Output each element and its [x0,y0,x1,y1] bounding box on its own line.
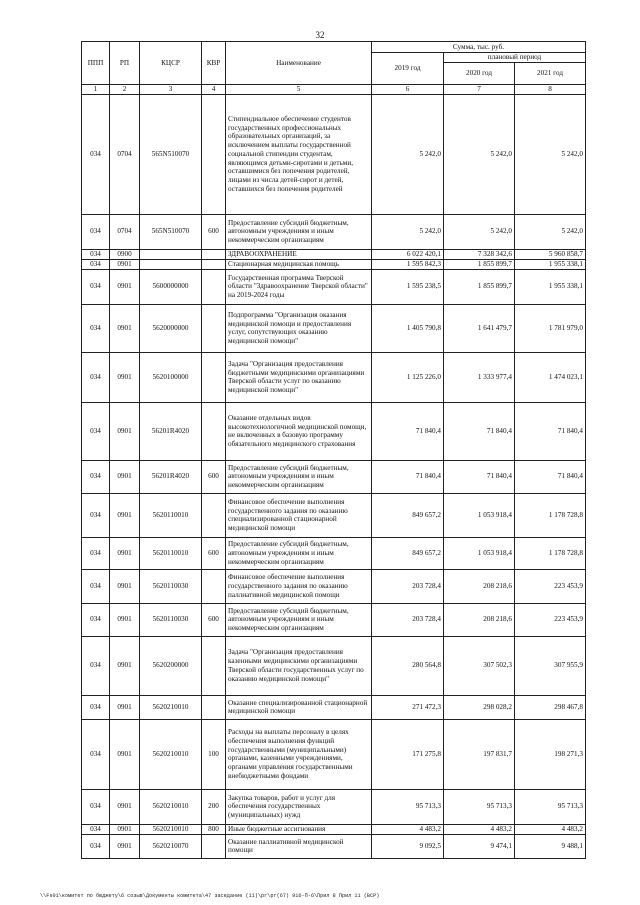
cell-2021: 1 955 338,1 [515,259,586,269]
cell-kvr [202,249,226,259]
table-row [82,569,586,603]
cell-kvr [202,352,226,402]
col-header-2020: 2020 год [444,63,515,85]
cell-2021: 71 840,4 [515,460,586,493]
col-number: 5 [226,85,372,95]
cell-rp: 0901 [110,352,140,402]
budget-table [81,41,586,859]
cell-kcsr [140,249,202,259]
cell-2019: 203 728,4 [372,569,444,603]
cell-ppp: 034 [82,269,110,304]
cell-kcsr: 5620110030 [140,603,202,636]
cell-rp: 0901 [110,460,140,493]
col-header-sum: Сумма, тыс. руб. [372,42,586,53]
cell-kcsr: 5620000000 [140,304,202,352]
cell-2021: 307 955,9 [515,636,586,695]
cell-2020: 95 713,3 [444,789,515,824]
cell-2020: 71 840,4 [444,460,515,493]
cell-rp: 0901 [110,493,140,537]
table-row [82,352,586,402]
cell-name: Финансовое обеспечение выполнения государственного задания по оказанию паллиативной медицинской помощи [226,569,372,603]
cell-name: Стационарная медицинская помощь [226,259,372,269]
cell-2020: 71 840,4 [444,402,515,460]
cell-2021: 1 955 338,1 [515,269,586,304]
cell-2019: 6 022 420,1 [372,249,444,259]
cell-2019: 271 472,3 [372,695,444,719]
cell-2020: 5 242,0 [444,214,515,249]
cell-ppp: 034 [82,824,110,834]
cell-name: Финансовое обеспечение выполнения государственного задания по оказанию специализированной стационарной медицинской помощи [226,493,372,537]
cell-ppp: 034 [82,537,110,569]
cell-ppp: 034 [82,249,110,259]
table-row [82,402,586,460]
cell-kvr: 100 [202,719,226,789]
cell-ppp: 034 [82,569,110,603]
cell-2019: 849 657,2 [372,537,444,569]
cell-name: Государственная программа Тверской области "Здравоохранение Тверской области" на 2019-2024 годы [226,269,372,304]
cell-rp: 0704 [110,214,140,249]
cell-2021: 5 960 858,7 [515,249,586,259]
cell-2019: 1 595 238,5 [372,269,444,304]
col-number: 8 [515,85,586,95]
cell-kvr [202,493,226,537]
cell-kcsr: 5620210010 [140,719,202,789]
cell-name: Предоставление субсидий бюджетным, автономным учреждениям и иным некоммерческим организациям [226,537,372,569]
table-row [82,259,586,269]
cell-2021: 298 467,8 [515,695,586,719]
cell-2020: 1 333 977,4 [444,352,515,402]
cell-2020: 208 218,6 [444,569,515,603]
cell-2020: 5 242,0 [444,94,515,214]
cell-kcsr: 56201R4020 [140,402,202,460]
cell-rp: 0901 [110,603,140,636]
cell-2021: 71 840,4 [515,402,586,460]
col-number: 6 [372,85,444,95]
cell-kcsr: 5620210010 [140,789,202,824]
cell-name: Подпрограмма "Организация оказания медицинской помощи и предоставления услуг, сопутствующих оказанию медицинской помощи" [226,304,372,352]
col-header-kvr: КВР [202,42,226,85]
cell-2019: 1 405 790,8 [372,304,444,352]
cell-ppp: 034 [82,789,110,824]
cell-name: Задача "Организация предоставления казенными медицинскими организациями Тверской области государственных услуг по оказанию медицинской помощи" [226,636,372,695]
cell-2020: 9 474,1 [444,834,515,858]
cell-rp: 0901 [110,402,140,460]
col-header-name: Наименование [226,42,372,85]
cell-ppp: 034 [82,719,110,789]
col-header-2021: 2021 год [515,63,586,85]
table-row [82,249,586,259]
cell-2019: 95 713,3 [372,789,444,824]
cell-ppp: 034 [82,695,110,719]
cell-kvr: 800 [202,824,226,834]
cell-kcsr: 5620100000 [140,352,202,402]
cell-rp: 0901 [110,695,140,719]
cell-2021: 223 453,9 [515,603,586,636]
cell-2021: 9 488,1 [515,834,586,858]
cell-name: Оказание отдельных видов высокотехнологичной медицинской помощи, не включенных в базовую программу обязательного медицинского страхования [226,402,372,460]
cell-2020: 1 641 479,7 [444,304,515,352]
table-row [82,824,586,834]
cell-2019: 5 242,0 [372,214,444,249]
cell-kcsr: 5620210010 [140,824,202,834]
cell-name: Оказание паллиативной медицинской помощи [226,834,372,858]
cell-2021: 1 178 728,8 [515,493,586,537]
cell-name: Предоставление субсидий бюджетным, автономным учреждениям и иным некоммерческим организациям [226,603,372,636]
cell-2020: 1 053 918,4 [444,537,515,569]
cell-2020: 298 028,2 [444,695,515,719]
cell-name: Стипендиальное обеспечение студентов государственных профессиональных образовательных организаций, за исключением выплаты государственной социальной стипендии студентам, являющимся детьми-сиротами и детьми, оставшимися без попечения родителей, лицами из числа детей-сирот и детей, оставшихся без попечения родителей [226,94,372,214]
cell-2019: 849 657,2 [372,493,444,537]
col-number: 2 [110,85,140,95]
cell-2019: 9 092,5 [372,834,444,858]
cell-name: Предоставление субсидий бюджетным, автономным учреждениям и иным некоммерческим организациям [226,214,372,249]
col-header-ppp: ППП [82,42,110,85]
cell-kvr: 600 [202,214,226,249]
cell-kvr: 200 [202,789,226,824]
cell-2019: 203 728,4 [372,603,444,636]
cell-ppp: 034 [82,94,110,214]
col-header-planned: плановый период [444,53,586,63]
cell-name: Задача "Организация предоставления бюджетными медицинскими организациями Тверской области услуг по оказанию медицинской помощи" [226,352,372,402]
cell-kcsr: 5620110030 [140,569,202,603]
cell-2020: 1 855 899,7 [444,259,515,269]
table-row [82,214,586,249]
cell-name: Иные бюджетные ассигнования [226,824,372,834]
page-number: 32 [315,30,325,40]
table-row [82,304,586,352]
cell-rp: 0901 [110,834,140,858]
cell-2019: 4 483,2 [372,824,444,834]
cell-2019: 1 595 842,3 [372,259,444,269]
col-header-2019: 2019 год [372,53,444,85]
cell-rp: 0901 [110,269,140,304]
cell-2019: 1 125 226,0 [372,352,444,402]
cell-ppp: 034 [82,214,110,249]
cell-kvr [202,304,226,352]
table-row [82,460,586,493]
cell-2021: 1 178 728,8 [515,537,586,569]
cell-rp: 0704 [110,94,140,214]
col-number: 7 [444,85,515,95]
cell-2019: 71 840,4 [372,402,444,460]
cell-2020: 208 218,6 [444,603,515,636]
col-number: 1 [82,85,110,95]
cell-kcsr: 565N510070 [140,214,202,249]
table-body [82,94,586,858]
cell-ppp: 034 [82,402,110,460]
cell-kcsr: 565N510070 [140,94,202,214]
table-row [82,695,586,719]
cell-kcsr: 5600000000 [140,269,202,304]
cell-kvr [202,259,226,269]
cell-2021: 5 242,0 [515,214,586,249]
cell-name: Оказание специализированной стационарной медицинской помощи [226,695,372,719]
cell-2020: 7 328 342,6 [444,249,515,259]
cell-rp: 0901 [110,259,140,269]
cell-name: Расходы на выплаты персоналу в целях обеспечения выполнения функций государственными (муниципальными) органами, казенными учреждениями, органами управления государственными внебюджетными фондами [226,719,372,789]
cell-kvr [202,269,226,304]
table-row [82,719,586,789]
cell-ppp: 034 [82,259,110,269]
table-row [82,603,586,636]
cell-kvr [202,569,226,603]
cell-kcsr [140,259,202,269]
cell-rp: 0900 [110,249,140,259]
cell-ppp: 034 [82,304,110,352]
col-number: 4 [202,85,226,95]
cell-2019: 71 840,4 [372,460,444,493]
cell-name: Предоставление субсидий бюджетным, автономным учреждениям и иным некоммерческим организациям [226,460,372,493]
cell-2020: 4 483,2 [444,824,515,834]
cell-2019: 171 275,8 [372,719,444,789]
cell-kcsr: 5620210070 [140,834,202,858]
cell-kvr [202,94,226,214]
cell-kcsr: 56201R4020 [140,460,202,493]
cell-2021: 1 781 979,0 [515,304,586,352]
cell-rp: 0901 [110,824,140,834]
cell-2021: 95 713,3 [515,789,586,824]
cell-2019: 5 242,0 [372,94,444,214]
cell-kcsr: 5620110010 [140,537,202,569]
cell-2021: 5 242,0 [515,94,586,214]
table-row [82,94,586,214]
table-row [82,636,586,695]
cell-rp: 0901 [110,304,140,352]
table-row [82,493,586,537]
cell-2020: 1 855 899,7 [444,269,515,304]
cell-2019: 280 564,8 [372,636,444,695]
cell-rp: 0901 [110,569,140,603]
cell-kvr: 600 [202,537,226,569]
table-row [82,834,586,858]
table-row [82,789,586,824]
cell-name: ЗДРАВООХРАНЕНИЕ [226,249,372,259]
cell-rp: 0901 [110,789,140,824]
col-header-kcsr: КЦСР [140,42,202,85]
cell-kvr [202,402,226,460]
cell-rp: 0901 [110,719,140,789]
cell-2020: 307 502,3 [444,636,515,695]
cell-kcsr: 5620110010 [140,493,202,537]
cell-kvr [202,695,226,719]
cell-ppp: 034 [82,834,110,858]
file-path-footer: \\Fs01\комитет по бюджету\6 созыв\Документы комитета\47 заседание (11)\рг\рг(67) 916-П-6\Прил 8 Прил 11 (ВСР) [40,893,380,899]
cell-2021: 198 271,3 [515,719,586,789]
cell-ppp: 034 [82,460,110,493]
cell-2021: 1 474 023,1 [515,352,586,402]
cell-kvr [202,636,226,695]
table-row [82,269,586,304]
cell-rp: 0901 [110,537,140,569]
cell-ppp: 034 [82,636,110,695]
table-row [82,537,586,569]
col-header-rp: РП [110,42,140,85]
cell-kvr [202,834,226,858]
cell-rp: 0901 [110,636,140,695]
cell-2020: 197 831,7 [444,719,515,789]
cell-kcsr: 5620200000 [140,636,202,695]
cell-kcsr: 5620210010 [140,695,202,719]
cell-ppp: 034 [82,493,110,537]
col-number: 3 [140,85,202,95]
cell-kvr: 600 [202,460,226,493]
cell-2020: 1 053 918,4 [444,493,515,537]
cell-ppp: 034 [82,352,110,402]
cell-2021: 223 453,9 [515,569,586,603]
cell-ppp: 034 [82,603,110,636]
cell-2021: 4 483,2 [515,824,586,834]
cell-kvr: 600 [202,603,226,636]
cell-name: Закупка товаров, работ и услуг для обеспечения государственных (муниципальных) нужд [226,789,372,824]
